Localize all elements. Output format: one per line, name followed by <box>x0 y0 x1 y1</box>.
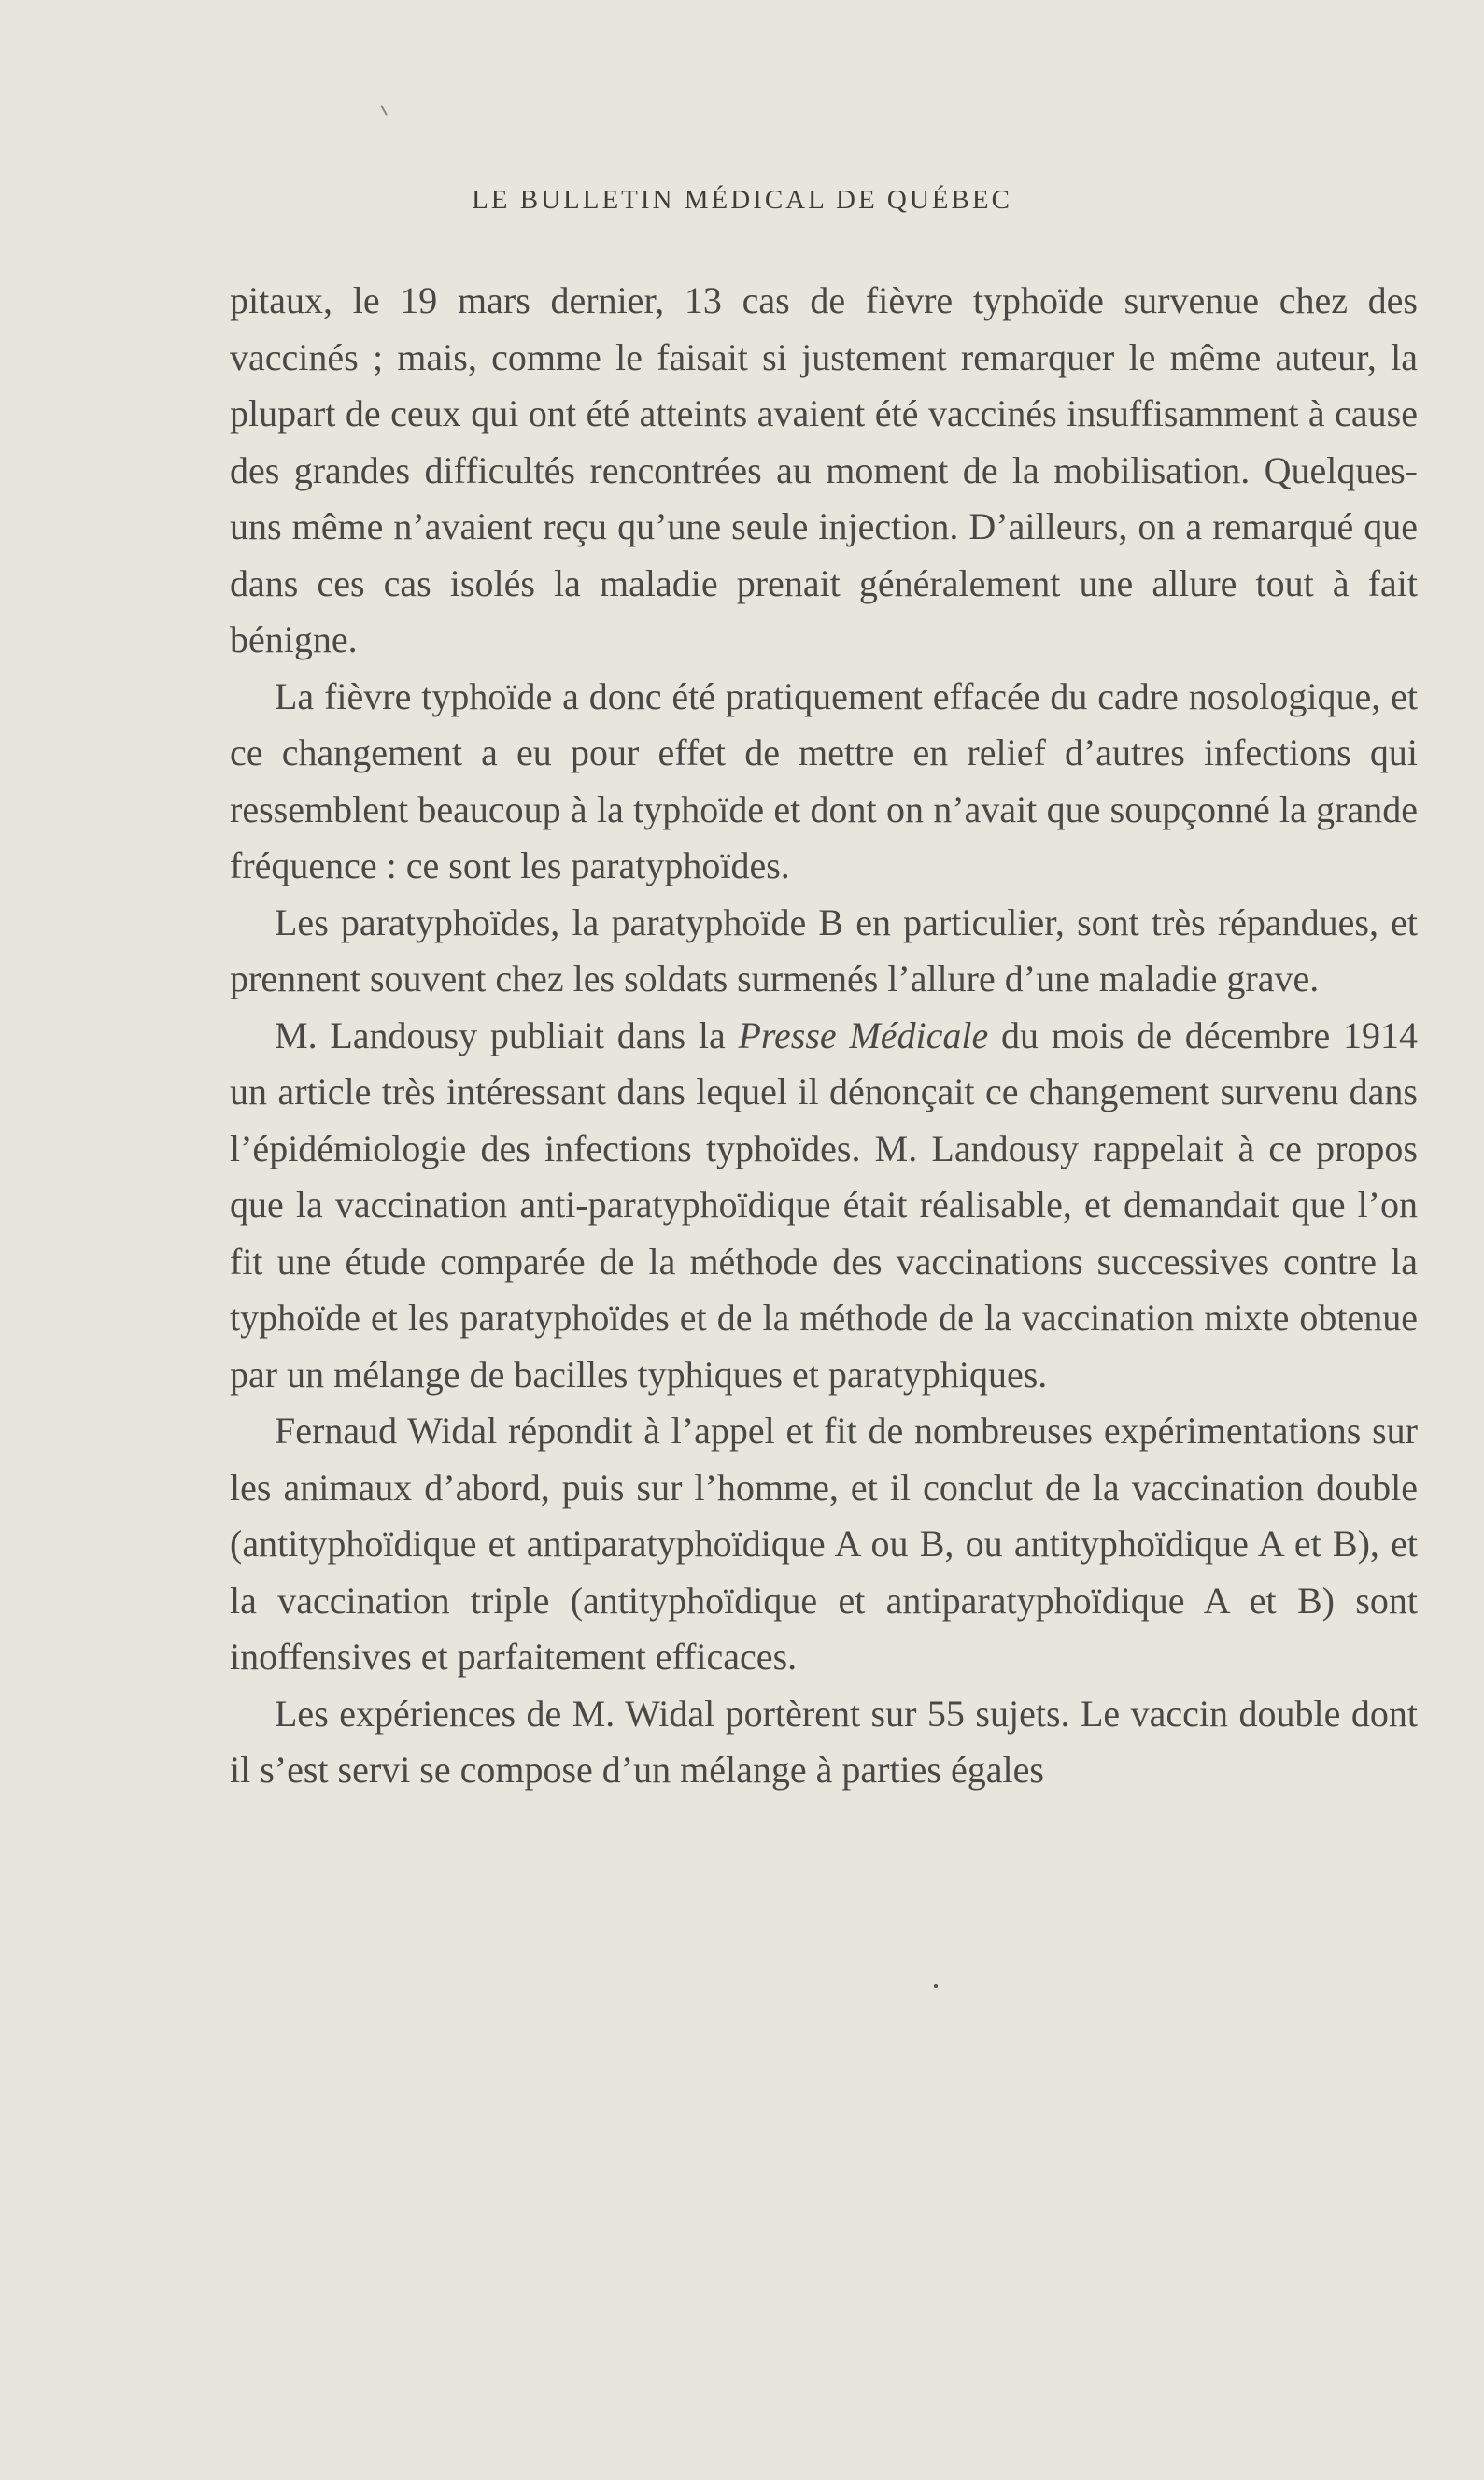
body-text <box>230 273 1418 1799</box>
paragraph-text: La fièvre typhoïde a donc été pratiquement effacée du cadre nosologique, et ce changement a eu pour effet de mettre en relief d’autres infections qui ressemblent beaucoup à la typhoïde et dont on n’avait que soupçonné la grande fréquence : ce sont les paratyphoïdes. <box>230 674 1418 886</box>
paragraph-text: du mois de décembre 1914 un article très intéressant dans lequel il dénonçait ce changement survenu dans l’épidémiologie des infections typhoïdes. M. Landousy rappelait à ce propos que la vaccination anti-paratyphoïdique était réalisable, et demandait que l’on fit une étude comparée de la méthode des vaccinations successives contre la typhoïde et les paratyphoïdes et de la méthode de la vaccination mixte obtenue par un mélange de bacilles typhiques et paratyphiques. <box>230 1013 1419 1396</box>
paragraph-text: pitaux, le 19 mars dernier, 13 cas de fièvre typhoïde survenue chez des vaccinés ; mais, comme le faisait si justement remarquer le même auteur, la plupart de ceux qui ont été atteints avaient été vaccinés insuffisamment à cause des grandes difficultés rencontrées au moment de la mobilisation. Quelques-uns même n’avaient reçu qu’une seule injection. D’ailleurs, on a remarqué que dans ces cas isolés la maladie prenait généralement une allure tout à fait bénigne. <box>230 279 1418 660</box>
paragraph-text: Fernaud Widal répondit à l’appel et fit de nombreuses expérimentations sur les animaux d’abord, puis sur l’homme, et il conclut de la vaccination double (antityphoïdique et antiparatyphoïdique A ou B, ou antityphoïdique A et B), et la vaccination triple (antityphoïdique et antiparatyphoïdique A et B) sont inoffensives et parfaitement efficaces. <box>230 1410 1418 1678</box>
stray-dot <box>934 1984 938 1988</box>
paragraph <box>230 1403 1418 1686</box>
running-header: LE BULLETIN MÉDICAL DE QUÉBEC <box>472 185 1012 215</box>
paragraph-text: Les expériences de M. Widal portèrent sur 55 sujets. Le vaccin double dont il s’est servi se compose d’un mélange à parties égales <box>230 1692 1418 1791</box>
stray-mark <box>380 105 388 115</box>
paragraph <box>230 669 1418 895</box>
paragraph-text: M. Landousy publiait dans la <box>275 1013 739 1056</box>
paragraph-text: Les paratyphoïdes, la paratyphoïde B en particulier, sont très répandues, et prennent souvent chez les soldats surmenés l’allure d’une maladie grave. <box>230 900 1418 999</box>
paragraph <box>230 273 1418 669</box>
paragraph <box>230 1686 1418 1799</box>
paragraph <box>230 895 1418 1008</box>
paragraph <box>230 1008 1418 1404</box>
italic-title: Presse Médicale <box>738 1013 989 1056</box>
